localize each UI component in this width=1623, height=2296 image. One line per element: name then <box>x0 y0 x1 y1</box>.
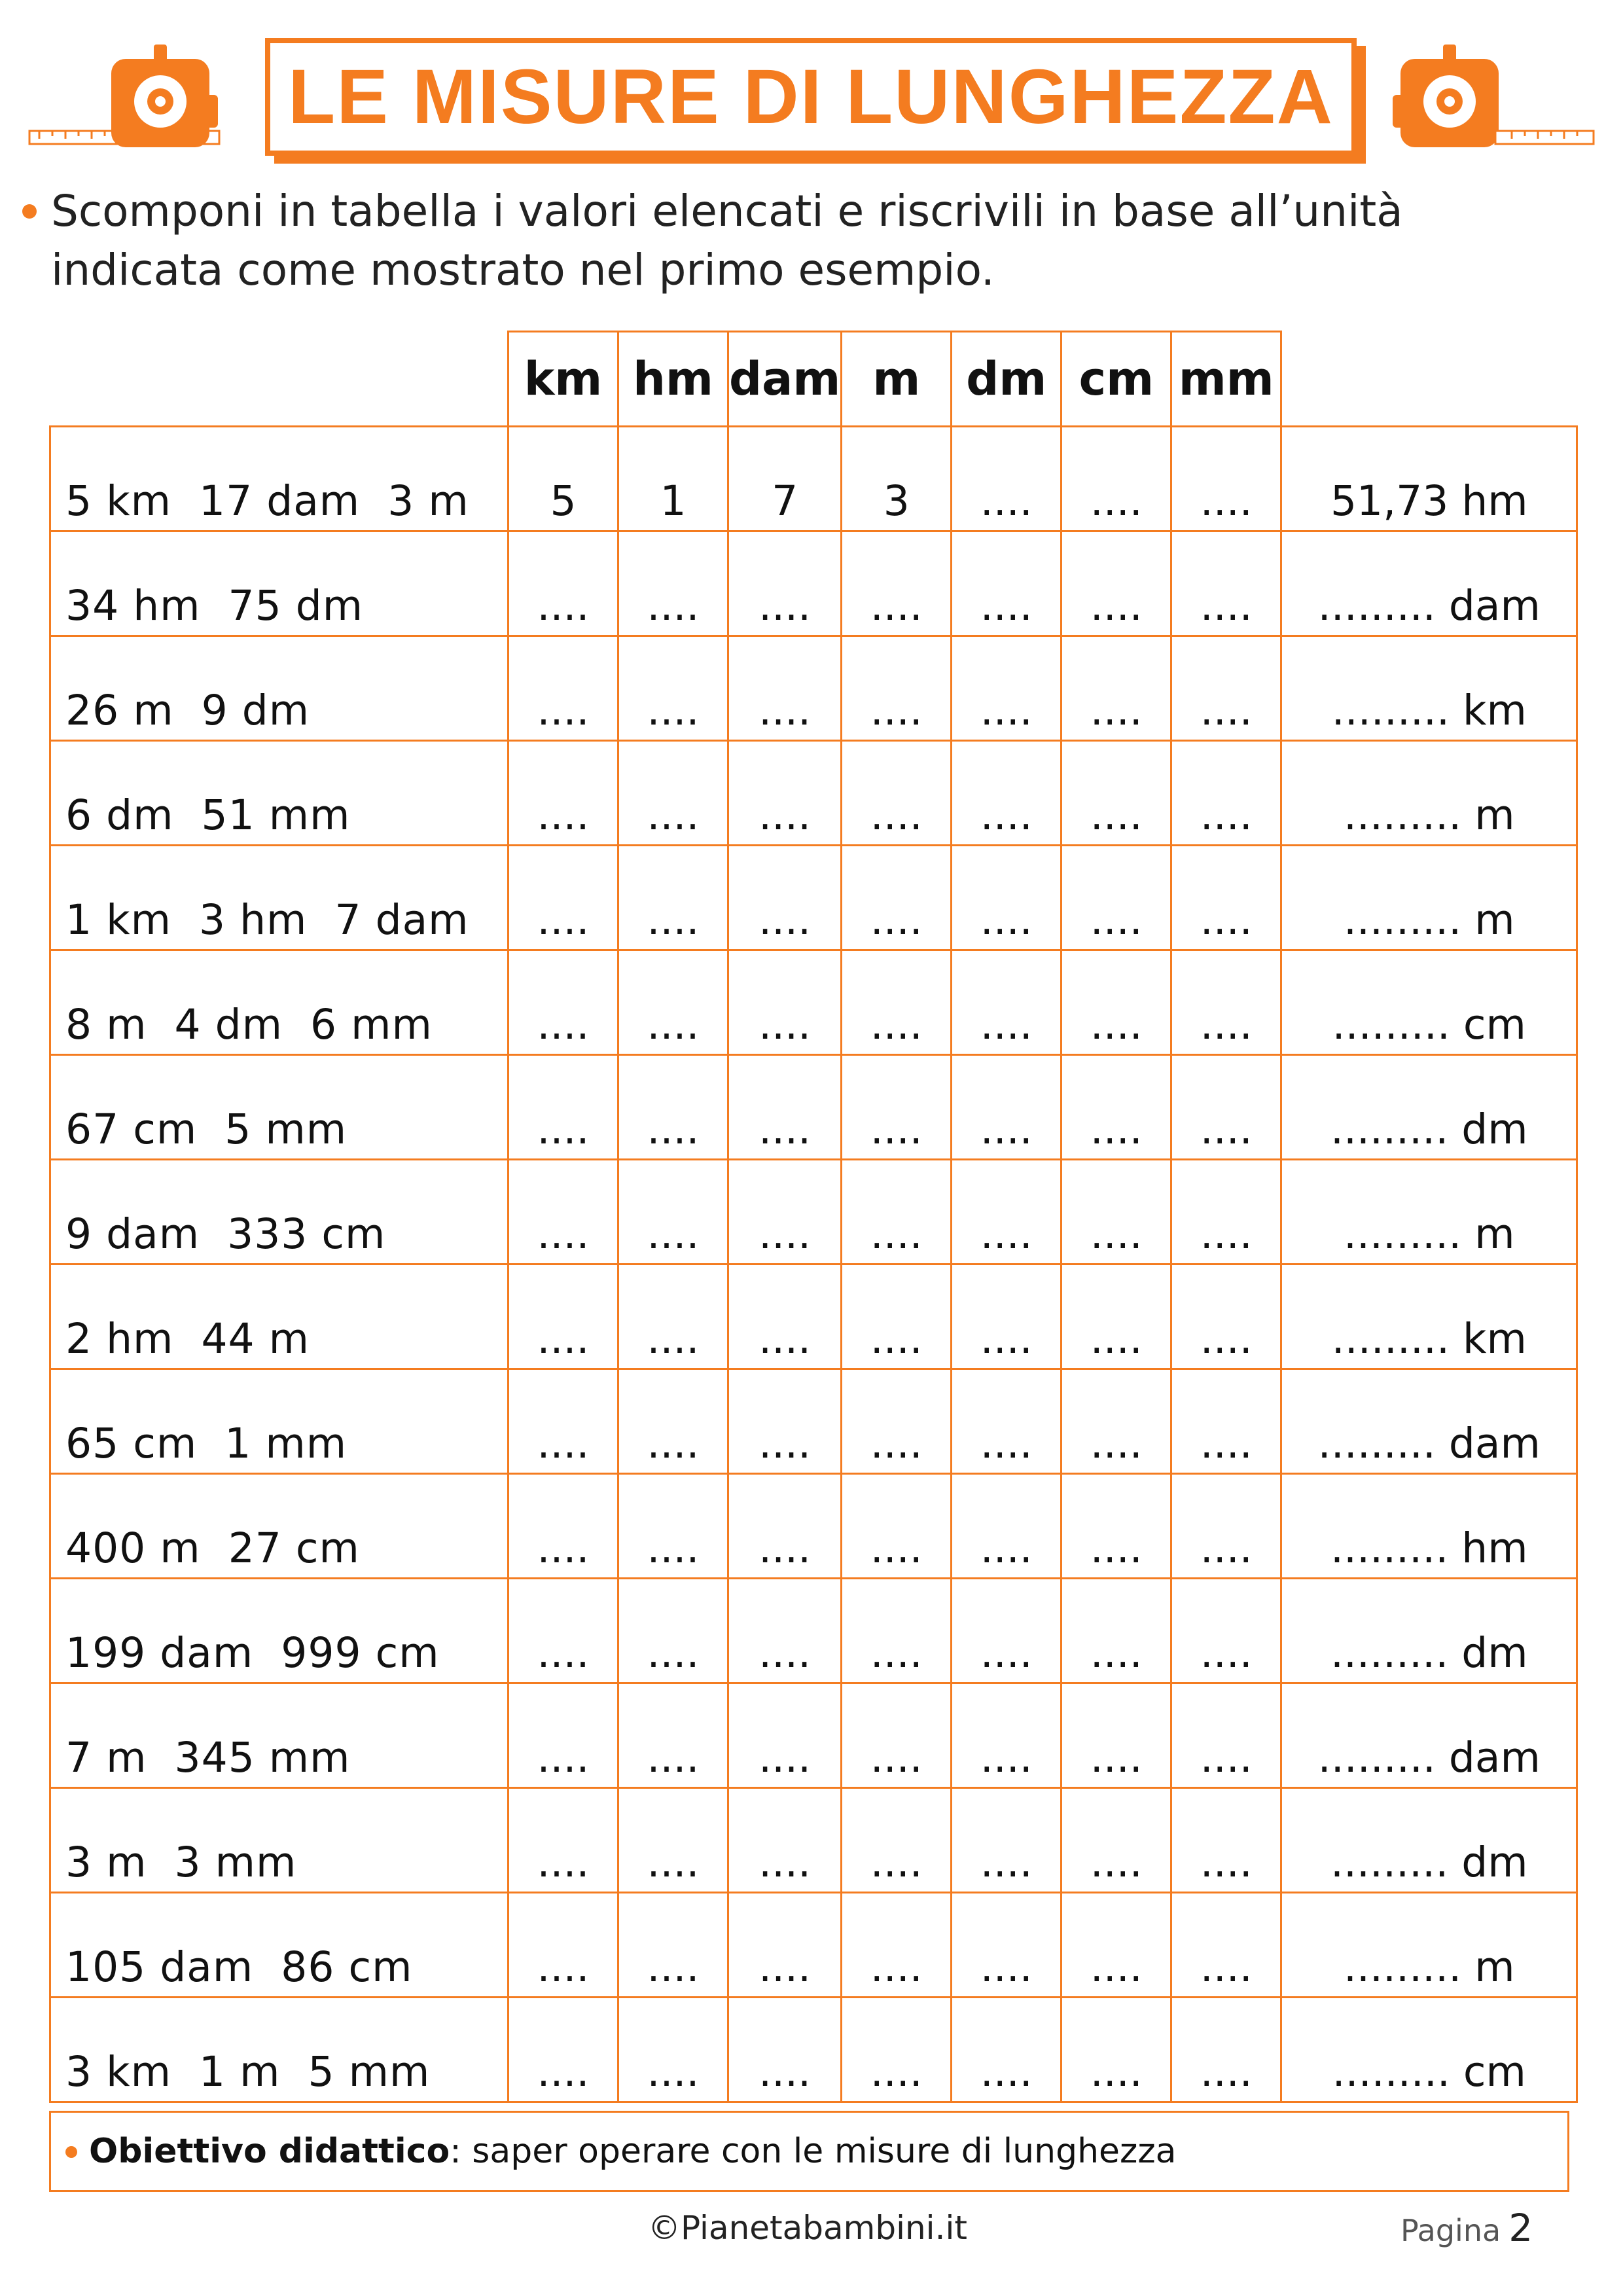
unit-cell: .... <box>842 741 952 846</box>
unit-cell: .... <box>728 741 842 846</box>
unit-cell: .... <box>728 950 842 1055</box>
unit-cell: .... <box>508 1998 618 2102</box>
unit-cell: .... <box>728 1893 842 1998</box>
unit-cell: .... <box>842 1998 952 2102</box>
unit-cell: .... <box>1171 1160 1281 1265</box>
unit-cell: .... <box>1171 1474 1281 1579</box>
unit-cell: .... <box>952 1160 1061 1265</box>
unit-cell: .... <box>1061 846 1171 950</box>
unit-cell: .... <box>952 427 1061 531</box>
row-label: 7 m 345 mm <box>50 1683 508 1788</box>
unit-cell: .... <box>952 1683 1061 1788</box>
unit-cell: .... <box>952 1788 1061 1893</box>
unit-cell: .... <box>1171 1055 1281 1160</box>
unit-cell: .... <box>508 1893 618 1998</box>
table-row <box>50 1160 1577 1265</box>
unit-cell: .... <box>508 1579 618 1683</box>
unit-cell: .... <box>842 1265 952 1369</box>
row-label: 65 cm 1 mm <box>50 1369 508 1474</box>
result-cell: ......... dam <box>1281 1683 1577 1788</box>
tape-measure-icon <box>1387 33 1597 164</box>
unit-cell: .... <box>618 1055 728 1160</box>
unit-cell: .... <box>728 1369 842 1474</box>
tape-measure-icon <box>26 33 223 164</box>
unit-cell: .... <box>618 1369 728 1474</box>
unit-cell: .... <box>728 1683 842 1788</box>
unit-cell: .... <box>728 1474 842 1579</box>
result-cell: ......... dam <box>1281 531 1577 636</box>
unit-cell: .... <box>618 1788 728 1893</box>
result-cell: ......... dam <box>1281 1369 1577 1474</box>
row-label: 2 hm 44 m <box>50 1265 508 1369</box>
table-row <box>50 846 1577 950</box>
objective-text: : saper operare con le misure di lunghezza <box>450 2132 1177 2171</box>
table-row <box>50 950 1577 1055</box>
unit-cell: .... <box>1171 741 1281 846</box>
table-row <box>50 1893 1577 1998</box>
unit-cell: .... <box>1171 1788 1281 1893</box>
table-row <box>50 1683 1577 1788</box>
unit-cell: .... <box>728 636 842 741</box>
unit-cell: .... <box>842 1055 952 1160</box>
unit-cell: .... <box>618 1998 728 2102</box>
unit-cell: .... <box>618 950 728 1055</box>
unit-cell: .... <box>952 1579 1061 1683</box>
unit-cell: .... <box>952 846 1061 950</box>
unit-cell: .... <box>1171 1683 1281 1788</box>
table-row <box>50 531 1577 636</box>
unit-cell: .... <box>952 636 1061 741</box>
unit-cell: .... <box>1061 1265 1171 1369</box>
unit-cell: .... <box>1061 1474 1171 1579</box>
row-label: 67 cm 5 mm <box>50 1055 508 1160</box>
unit-cell: 3 <box>842 427 952 531</box>
header-hm: hm <box>618 332 728 427</box>
unit-cell: .... <box>1171 1579 1281 1683</box>
unit-cell: .... <box>1171 427 1281 531</box>
unit-cell: .... <box>952 1265 1061 1369</box>
unit-cell: .... <box>618 1160 728 1265</box>
unit-cell: .... <box>842 531 952 636</box>
row-label: 400 m 27 cm <box>50 1474 508 1579</box>
footer-page <box>1400 2206 1533 2250</box>
unit-cell: 7 <box>728 427 842 531</box>
unit-cell: .... <box>1171 636 1281 741</box>
row-label: 105 dam 86 cm <box>50 1893 508 1998</box>
table-row <box>50 1788 1577 1893</box>
row-label: 8 m 4 dm 6 mm <box>50 950 508 1055</box>
unit-cell: .... <box>1171 531 1281 636</box>
footer-site: ©Pianetabambini.it <box>648 2209 967 2247</box>
result-cell: ......... m <box>1281 846 1577 950</box>
unit-cell: .... <box>842 1579 952 1683</box>
unit-cell: .... <box>728 1998 842 2102</box>
unit-cell: .... <box>1061 1160 1171 1265</box>
unit-cell: .... <box>1171 1369 1281 1474</box>
result-cell: ......... km <box>1281 1265 1577 1369</box>
page-header <box>0 0 1623 170</box>
unit-cell: .... <box>842 846 952 950</box>
objective-box <box>49 2111 1569 2192</box>
result-cell: ......... m <box>1281 741 1577 846</box>
header-m: m <box>842 332 952 427</box>
instruction <box>51 182 1582 300</box>
unit-cell: .... <box>952 1055 1061 1160</box>
table-row <box>50 1055 1577 1160</box>
unit-cell: .... <box>508 1055 618 1160</box>
row-label: 3 km 1 m 5 mm <box>50 1998 508 2102</box>
title-box <box>265 38 1357 156</box>
unit-cell: .... <box>1061 1893 1171 1998</box>
unit-cell: .... <box>1061 1683 1171 1788</box>
unit-cell: .... <box>508 636 618 741</box>
unit-cell: .... <box>1061 1369 1171 1474</box>
result-cell: ......... m <box>1281 1893 1577 1998</box>
unit-cell: .... <box>952 1998 1061 2102</box>
unit-cell: .... <box>508 950 618 1055</box>
row-label: 34 hm 75 dm <box>50 531 508 636</box>
unit-cell: .... <box>618 846 728 950</box>
unit-cell: .... <box>728 1788 842 1893</box>
header-blank <box>50 332 508 427</box>
result-cell: ......... m <box>1281 1160 1577 1265</box>
unit-cell: .... <box>952 950 1061 1055</box>
bullet-icon <box>65 2146 77 2158</box>
table-row <box>50 1579 1577 1683</box>
unit-cell: .... <box>618 1265 728 1369</box>
unit-cell: .... <box>1061 531 1171 636</box>
unit-cell: .... <box>1061 1788 1171 1893</box>
unit-cell: .... <box>1061 1998 1171 2102</box>
unit-cell: 5 <box>508 427 618 531</box>
table-row <box>50 427 1577 531</box>
unit-cell: .... <box>508 1788 618 1893</box>
unit-cell: .... <box>508 741 618 846</box>
unit-cell: .... <box>952 1893 1061 1998</box>
unit-cell: .... <box>508 1683 618 1788</box>
page-label: Pagina <box>1400 2213 1501 2248</box>
header-km: km <box>508 332 618 427</box>
result-cell: ......... hm <box>1281 1474 1577 1579</box>
unit-cell: .... <box>842 636 952 741</box>
unit-cell: .... <box>842 1474 952 1579</box>
table-header-row <box>50 332 1577 427</box>
unit-cell: 1 <box>618 427 728 531</box>
unit-cell: .... <box>1171 950 1281 1055</box>
row-label: 26 m 9 dm <box>50 636 508 741</box>
result-cell: 51,73 hm <box>1281 427 1577 531</box>
bullet-icon <box>22 204 37 219</box>
unit-cell: .... <box>508 1160 618 1265</box>
unit-cell: .... <box>618 1579 728 1683</box>
unit-cell: .... <box>952 1474 1061 1579</box>
row-label: 6 dm 51 mm <box>50 741 508 846</box>
row-label: 5 km 17 dam 3 m <box>50 427 508 531</box>
row-label: 3 m 3 mm <box>50 1788 508 1893</box>
unit-cell: .... <box>842 1160 952 1265</box>
unit-cell: .... <box>618 741 728 846</box>
result-cell: ......... km <box>1281 636 1577 741</box>
unit-cell: .... <box>1061 741 1171 846</box>
unit-cell: .... <box>508 846 618 950</box>
result-cell: ......... cm <box>1281 950 1577 1055</box>
unit-cell: .... <box>952 1369 1061 1474</box>
unit-cell: .... <box>728 846 842 950</box>
unit-cell: .... <box>842 1893 952 1998</box>
unit-cell: .... <box>728 1160 842 1265</box>
result-cell: ......... dm <box>1281 1788 1577 1893</box>
unit-cell: .... <box>728 1055 842 1160</box>
unit-cell: .... <box>842 1788 952 1893</box>
unit-cell: .... <box>1171 1893 1281 1998</box>
objective-label: Obiettivo didattico <box>89 2132 450 2171</box>
header-dam: dam <box>728 332 842 427</box>
unit-cell: .... <box>952 741 1061 846</box>
result-cell: ......... cm <box>1281 1998 1577 2102</box>
table-row <box>50 636 1577 741</box>
unit-cell: .... <box>1171 846 1281 950</box>
unit-cell: .... <box>618 531 728 636</box>
unit-cell: .... <box>952 531 1061 636</box>
unit-cell: .... <box>618 636 728 741</box>
row-label: 199 dam 999 cm <box>50 1579 508 1683</box>
unit-cell: .... <box>508 1265 618 1369</box>
unit-cell: .... <box>618 1893 728 1998</box>
unit-cell: .... <box>1171 1265 1281 1369</box>
table-row <box>50 1265 1577 1369</box>
page-number: 2 <box>1508 2206 1533 2250</box>
unit-cell: .... <box>728 1579 842 1683</box>
table-row <box>50 1998 1577 2102</box>
unit-cell: .... <box>842 950 952 1055</box>
row-label: 9 dam 333 cm <box>50 1160 508 1265</box>
unit-cell: .... <box>728 531 842 636</box>
unit-cell: .... <box>1061 950 1171 1055</box>
unit-cell: .... <box>842 1683 952 1788</box>
unit-cell: .... <box>618 1683 728 1788</box>
unit-cell: .... <box>508 531 618 636</box>
unit-cell: .... <box>1061 636 1171 741</box>
units-table <box>49 331 1578 2103</box>
row-label: 1 km 3 hm 7 dam <box>50 846 508 950</box>
unit-cell: .... <box>1061 427 1171 531</box>
unit-cell: .... <box>618 1474 728 1579</box>
table-row <box>50 1474 1577 1579</box>
header-blank <box>1281 332 1577 427</box>
page-title: LE MISURE DI LUNGHEZZA <box>288 54 1334 140</box>
unit-cell: .... <box>728 1265 842 1369</box>
unit-cell: .... <box>842 1369 952 1474</box>
unit-cell: .... <box>508 1369 618 1474</box>
table-row <box>50 741 1577 846</box>
result-cell: ......... dm <box>1281 1055 1577 1160</box>
result-cell: ......... dm <box>1281 1579 1577 1683</box>
table-row <box>50 1369 1577 1474</box>
unit-cell: .... <box>1061 1579 1171 1683</box>
header-dm: dm <box>952 332 1061 427</box>
instruction-text: Scomponi in tabella i valori elencati e riscrivili in base all’unità indicata come mostrato nel primo esempio. <box>51 186 1403 295</box>
unit-cell: .... <box>508 1474 618 1579</box>
header-mm: mm <box>1171 332 1281 427</box>
unit-cell: .... <box>1171 1998 1281 2102</box>
header-cm: cm <box>1061 332 1171 427</box>
unit-cell: .... <box>1061 1055 1171 1160</box>
